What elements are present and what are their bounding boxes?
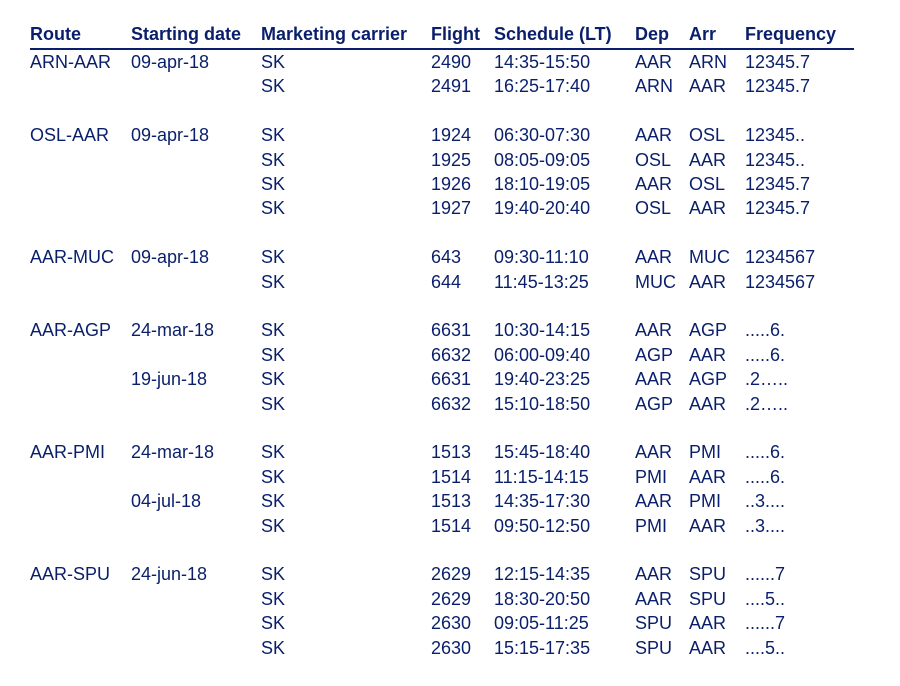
cell-arr: AAR xyxy=(689,613,727,634)
cell-schedule: 18:10-19:05 xyxy=(494,174,591,195)
cell-carrier: SK xyxy=(261,125,286,146)
table-row xyxy=(30,318,854,342)
cell-arr: AGP xyxy=(689,369,728,390)
group-spacer-row xyxy=(30,416,854,440)
cell-frequency: 12345.7 xyxy=(745,52,811,72)
cell-frequency: ..3.... xyxy=(745,491,786,512)
cell-carrier: SK xyxy=(261,52,286,72)
group-spacer-row xyxy=(30,99,854,123)
cell-arr: AAR xyxy=(689,76,727,97)
group-spacer-cell xyxy=(30,416,854,440)
cell-route xyxy=(30,148,131,172)
cell-flight: 1513 xyxy=(431,442,472,463)
cell-schedule: 18:30-20:50 xyxy=(494,588,591,609)
cell-frequency: .....6. xyxy=(745,466,786,487)
cell-schedule: 09:50-12:50 xyxy=(494,515,591,536)
cell-carrier: SK xyxy=(261,515,286,536)
table-row xyxy=(30,562,854,586)
group-spacer-row xyxy=(30,538,854,562)
cell-flight: 643 xyxy=(431,247,462,268)
cell-route xyxy=(30,172,131,196)
cell-flight: 1924 xyxy=(431,125,472,146)
cell-carrier: SK xyxy=(261,247,286,268)
cell-dep: AAR xyxy=(635,247,673,268)
cell-dep: AGP xyxy=(635,344,674,365)
cell-starting-date: 09-apr-18 xyxy=(131,247,210,268)
cell-flight: 2629 xyxy=(431,564,472,585)
table-row xyxy=(30,611,854,635)
cell-frequency: 12345.7 xyxy=(745,198,811,219)
cell-arr: AAR xyxy=(689,393,727,414)
header-dep: Dep xyxy=(635,20,689,49)
table-row xyxy=(30,440,854,464)
cell-frequency: ......7 xyxy=(745,564,786,585)
cell-route xyxy=(30,587,131,611)
cell-arr: AGP xyxy=(689,320,728,341)
cell-route xyxy=(30,465,131,489)
table-row xyxy=(30,196,854,220)
cell-route xyxy=(30,489,131,513)
cell-schedule: 06:00-09:40 xyxy=(494,344,591,365)
cell-starting-date: 24-mar-18 xyxy=(131,320,215,341)
cell-starting-date xyxy=(131,270,261,294)
cell-flight: 644 xyxy=(431,271,462,292)
table-row xyxy=(30,148,854,172)
cell-flight: 6631 xyxy=(431,320,472,341)
cell-starting-date xyxy=(131,172,261,196)
cell-route xyxy=(30,196,131,220)
cell-route xyxy=(30,270,131,294)
cell-schedule: 11:15-14:15 xyxy=(494,466,589,487)
cell-arr: SPU xyxy=(689,588,727,609)
table-row xyxy=(30,172,854,196)
cell-starting-date: 09-apr-18 xyxy=(131,52,210,72)
table-row xyxy=(30,49,854,74)
cell-flight: 6631 xyxy=(431,369,472,390)
cell-schedule: 11:45-13:25 xyxy=(494,271,589,292)
table-row xyxy=(30,367,854,391)
cell-starting-date xyxy=(131,343,261,367)
cell-carrier: SK xyxy=(261,491,286,512)
cell-route xyxy=(30,636,131,660)
table-row xyxy=(30,392,854,416)
cell-flight: 6632 xyxy=(431,393,472,414)
group-spacer-row xyxy=(30,221,854,245)
cell-schedule: 19:40-23:25 xyxy=(494,369,591,390)
cell-dep: AGP xyxy=(635,393,674,414)
cell-starting-date xyxy=(131,392,261,416)
cell-dep: AAR xyxy=(635,369,673,390)
cell-route: AAR-MUC xyxy=(30,247,114,268)
cell-starting-date: 09-apr-18 xyxy=(131,125,210,146)
group-spacer-cell xyxy=(30,294,854,318)
cell-starting-date xyxy=(131,74,261,98)
cell-frequency: .....6. xyxy=(745,344,786,365)
cell-dep: PMI xyxy=(635,466,668,487)
cell-arr: AAR xyxy=(689,637,727,658)
cell-starting-date xyxy=(131,514,261,538)
cell-dep: OSL xyxy=(635,149,672,170)
header-schedule: Schedule (LT) xyxy=(494,20,635,49)
cell-arr: PMI xyxy=(689,491,722,512)
cell-carrier: SK xyxy=(261,271,286,292)
cell-schedule: 09:30-11:10 xyxy=(494,247,589,268)
cell-route: OSL-AAR xyxy=(30,125,110,146)
cell-dep: MUC xyxy=(635,271,676,292)
cell-route xyxy=(30,392,131,416)
cell-flight: 1513 xyxy=(431,491,472,512)
cell-arr: ARN xyxy=(689,52,728,72)
table-header-row xyxy=(30,20,854,49)
cell-arr: AAR xyxy=(689,149,727,170)
cell-carrier: SK xyxy=(261,76,286,97)
cell-carrier: SK xyxy=(261,564,286,585)
cell-arr: AAR xyxy=(689,344,727,365)
flight-schedule-table xyxy=(30,20,854,660)
cell-carrier: SK xyxy=(261,442,286,463)
cell-carrier: SK xyxy=(261,466,286,487)
cell-flight: 2491 xyxy=(431,76,472,97)
cell-route xyxy=(30,611,131,635)
cell-schedule: 06:30-07:30 xyxy=(494,125,591,146)
table-body xyxy=(30,49,854,660)
cell-carrier: SK xyxy=(261,613,286,634)
group-spacer-row xyxy=(30,294,854,318)
cell-frequency: 1234567 xyxy=(745,247,816,268)
cell-schedule: 15:45-18:40 xyxy=(494,442,591,463)
table-row xyxy=(30,489,854,513)
cell-schedule: 14:35-17:30 xyxy=(494,491,591,512)
cell-dep: AAR xyxy=(635,52,673,72)
cell-flight: 6632 xyxy=(431,344,472,365)
cell-frequency: 12345.. xyxy=(745,125,806,146)
cell-schedule: 19:40-20:40 xyxy=(494,198,591,219)
cell-frequency: 12345.7 xyxy=(745,76,811,97)
cell-arr: OSL xyxy=(689,174,726,195)
cell-frequency: 1234567 xyxy=(745,271,816,292)
cell-arr: AAR xyxy=(689,271,727,292)
cell-dep: AAR xyxy=(635,491,673,512)
cell-flight: 1926 xyxy=(431,174,472,195)
cell-dep: OSL xyxy=(635,198,672,219)
cell-frequency: .2….. xyxy=(745,393,789,414)
cell-route: AAR-PMI xyxy=(30,442,106,463)
cell-flight: 1925 xyxy=(431,149,472,170)
cell-route xyxy=(30,514,131,538)
cell-carrier: SK xyxy=(261,588,286,609)
cell-route: AAR-SPU xyxy=(30,564,111,585)
cell-dep: SPU xyxy=(635,637,673,658)
cell-arr: OSL xyxy=(689,125,726,146)
header-arr: Arr xyxy=(689,20,745,49)
cell-starting-date xyxy=(131,611,261,635)
cell-schedule: 10:30-14:15 xyxy=(494,320,591,341)
table-row xyxy=(30,74,854,98)
cell-frequency: 12345.7 xyxy=(745,174,811,195)
group-spacer-cell xyxy=(30,99,854,123)
cell-starting-date: 04-jul-18 xyxy=(131,491,202,512)
table-row xyxy=(30,465,854,489)
cell-frequency: ....5.. xyxy=(745,637,786,658)
cell-starting-date xyxy=(131,636,261,660)
header-route: Route xyxy=(30,20,131,49)
cell-dep: SPU xyxy=(635,613,673,634)
cell-frequency: .....6. xyxy=(745,320,786,341)
group-spacer-cell xyxy=(30,221,854,245)
table-row xyxy=(30,270,854,294)
cell-flight: 2490 xyxy=(431,52,472,72)
cell-frequency: ......7 xyxy=(745,613,786,634)
cell-arr: MUC xyxy=(689,247,730,268)
header-starting-date: Starting date xyxy=(131,20,261,49)
cell-arr: AAR xyxy=(689,515,727,536)
cell-route xyxy=(30,74,131,98)
cell-starting-date xyxy=(131,196,261,220)
table-row xyxy=(30,514,854,538)
table-row xyxy=(30,343,854,367)
cell-dep: AAR xyxy=(635,442,673,463)
cell-carrier: SK xyxy=(261,637,286,658)
cell-starting-date xyxy=(131,587,261,611)
cell-flight: 1927 xyxy=(431,198,472,219)
cell-route xyxy=(30,343,131,367)
table-row xyxy=(30,636,854,660)
cell-carrier: SK xyxy=(261,344,286,365)
cell-carrier: SK xyxy=(261,320,286,341)
cell-carrier: SK xyxy=(261,369,286,390)
table-row xyxy=(30,587,854,611)
cell-arr: AAR xyxy=(689,198,727,219)
cell-schedule: 09:05-11:25 xyxy=(494,613,589,634)
cell-frequency: ..3.... xyxy=(745,515,786,536)
cell-starting-date: 19-jun-18 xyxy=(131,369,208,390)
cell-carrier: SK xyxy=(261,198,286,219)
header-marketing-carrier: Marketing carrier xyxy=(261,20,431,49)
cell-dep: ARN xyxy=(635,76,674,97)
cell-flight: 2630 xyxy=(431,613,472,634)
cell-carrier: SK xyxy=(261,149,286,170)
cell-starting-date: 24-jun-18 xyxy=(131,564,208,585)
cell-route: ARN-AAR xyxy=(30,52,112,72)
cell-flight: 1514 xyxy=(431,515,472,536)
cell-schedule: 14:35-15:50 xyxy=(494,52,591,72)
cell-dep: AAR xyxy=(635,588,673,609)
cell-schedule: 16:25-17:40 xyxy=(494,76,591,97)
cell-route xyxy=(30,367,131,391)
cell-starting-date: 24-mar-18 xyxy=(131,442,215,463)
cell-starting-date xyxy=(131,148,261,172)
cell-frequency: 12345.. xyxy=(745,149,806,170)
cell-schedule: 08:05-09:05 xyxy=(494,149,591,170)
cell-dep: PMI xyxy=(635,515,668,536)
cell-dep: AAR xyxy=(635,125,673,146)
cell-dep: AAR xyxy=(635,320,673,341)
cell-schedule: 12:15-14:35 xyxy=(494,564,591,585)
table-row xyxy=(30,123,854,147)
cell-carrier: SK xyxy=(261,174,286,195)
cell-frequency: .....6. xyxy=(745,442,786,463)
cell-flight: 1514 xyxy=(431,466,472,487)
cell-flight: 2629 xyxy=(431,588,472,609)
cell-carrier: SK xyxy=(261,393,286,414)
cell-dep: AAR xyxy=(635,174,673,195)
header-flight: Flight xyxy=(431,20,494,49)
table-row xyxy=(30,245,854,269)
group-spacer-cell xyxy=(30,538,854,562)
cell-route: AAR-AGP xyxy=(30,320,112,341)
cell-frequency: ....5.. xyxy=(745,588,786,609)
cell-schedule: 15:15-17:35 xyxy=(494,637,591,658)
cell-arr: AAR xyxy=(689,466,727,487)
header-frequency: Frequency xyxy=(745,20,854,49)
cell-dep: AAR xyxy=(635,564,673,585)
cell-flight: 2630 xyxy=(431,637,472,658)
cell-arr: PMI xyxy=(689,442,722,463)
cell-arr: SPU xyxy=(689,564,727,585)
cell-frequency: .2….. xyxy=(745,369,789,390)
cell-schedule: 15:10-18:50 xyxy=(494,393,591,414)
cell-starting-date xyxy=(131,465,261,489)
